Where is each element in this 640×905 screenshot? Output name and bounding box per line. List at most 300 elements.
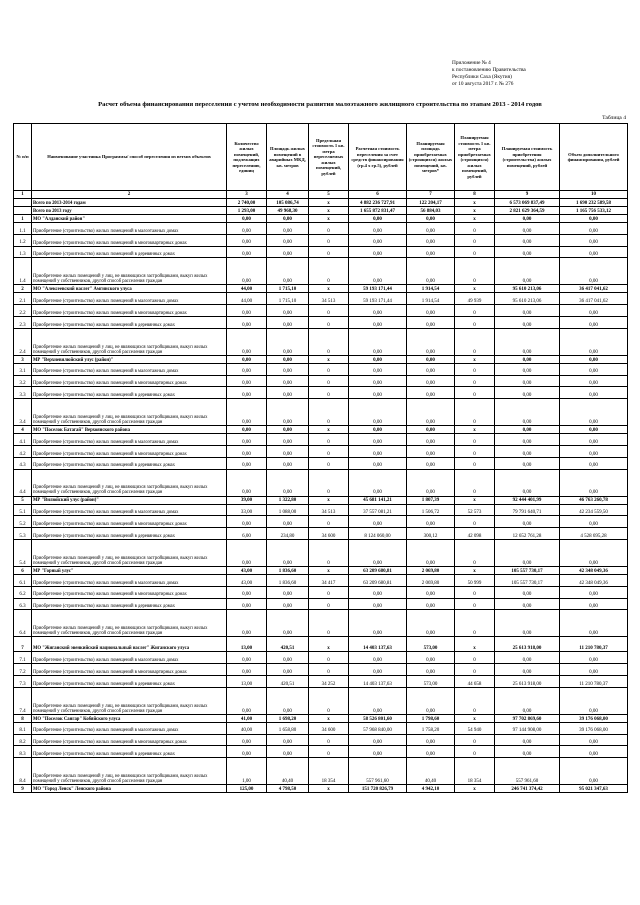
value-cell: 41,00	[227, 714, 267, 722]
value-cell: 0,00	[407, 746, 455, 758]
table-row-subtotal	[14, 496, 628, 504]
value-cell: 33,00	[227, 504, 267, 516]
value-cell: x	[309, 355, 349, 363]
value-cell: 0,00	[349, 355, 407, 363]
value-cell: 1 914,54	[407, 285, 455, 293]
value-cell: x	[455, 215, 495, 223]
value-cell: 0,00	[407, 399, 455, 426]
value-cell: 43,00	[227, 566, 267, 574]
value-cell: 0	[309, 399, 349, 426]
table-row	[14, 528, 628, 540]
value-cell: 0,00	[227, 363, 267, 375]
value-cell: 14 403 137,63	[349, 675, 407, 687]
value-cell: 0,00	[349, 434, 407, 446]
value-cell: 0,00	[227, 328, 267, 355]
appendix-line-3: Республики Саха (Якутия)	[452, 74, 512, 80]
value-cell: 0	[455, 234, 495, 246]
value-cell: 0,00	[349, 516, 407, 528]
table-row	[14, 387, 628, 399]
value-cell: 14 403 137,63	[349, 637, 407, 652]
value-cell: 0	[309, 469, 349, 496]
row-name-cell: МО "Жиганский эвенкийский национальный наслег" Жиганского улуса	[32, 637, 227, 652]
value-cell: 92 444 401,99	[495, 496, 560, 504]
value-cell: 0	[309, 316, 349, 328]
value-cell: 44,00	[227, 293, 267, 305]
row-number-cell: 6.1	[14, 574, 32, 586]
value-cell: 0,00	[407, 598, 455, 610]
table-row-subtotal	[14, 199, 628, 207]
value-cell: 557 961,60	[495, 758, 560, 785]
value-cell: 0,00	[560, 363, 628, 375]
row-number-cell: 3.3	[14, 387, 32, 399]
value-cell: 0,00	[495, 516, 560, 528]
table-row-subtotal	[14, 426, 628, 434]
value-cell: 0	[455, 586, 495, 598]
value-cell: 0,00	[349, 469, 407, 496]
value-cell: 0	[309, 652, 349, 664]
appendix-block	[452, 60, 622, 88]
document-title: Расчет объема финансирования переселения с учетом необходимости развития малоэтажного жилищного строительства по этапам 2013 - 2014 годов	[98, 101, 542, 108]
value-cell: x	[455, 426, 495, 434]
value-cell: 0,00	[407, 457, 455, 469]
value-cell: 11 210 780,37	[560, 637, 628, 652]
table-row	[14, 598, 628, 610]
value-cell: 0	[455, 399, 495, 426]
table-row	[14, 316, 628, 328]
value-cell: 0,00	[267, 664, 309, 676]
value-cell: 0	[455, 516, 495, 528]
value-cell: 0,00	[407, 586, 455, 598]
value-cell: 0	[309, 305, 349, 317]
value-cell: 234,80	[267, 528, 309, 540]
value-cell: 0,00	[227, 652, 267, 664]
value-cell: 0,00	[560, 445, 628, 457]
table-row-subtotal	[14, 215, 628, 223]
value-cell: 0,00	[495, 457, 560, 469]
table-row	[14, 305, 628, 317]
row-number-cell: 6.3	[14, 598, 32, 610]
value-cell: 1 914,54	[407, 293, 455, 305]
value-cell: 0,00	[407, 363, 455, 375]
header-cell: Предельная стоимость 1 кв. метра переселяемых жилых помещений, рублей	[309, 124, 349, 191]
value-cell: 0,00	[407, 246, 455, 258]
row-number-cell: 6	[14, 566, 32, 574]
value-cell: 34 513	[309, 504, 349, 516]
value-cell: x	[309, 566, 349, 574]
row-name-cell: Приобретение жилых помещений у лиц, не являющихся застройщиками, выкуп жилых помещений у собственников, другой способ расселения граждан	[32, 687, 227, 714]
value-cell: 49 968,30	[267, 207, 309, 215]
column-number: 2	[32, 191, 227, 199]
row-number-cell: 2.2	[14, 305, 32, 317]
value-cell: 0,00	[267, 355, 309, 363]
value-cell: 0	[455, 687, 495, 714]
value-cell: 0,00	[495, 434, 560, 446]
row-name-cell: Приобретение (строительство) жилых помещений в деревянных домах	[32, 387, 227, 399]
value-cell: 0	[455, 539, 495, 566]
row-name-cell: Приобретение (строительство) жилых помещений в малоэтажных домах	[32, 574, 227, 586]
value-cell: 0	[309, 586, 349, 598]
table-row	[14, 293, 628, 305]
value-cell: 0,00	[407, 469, 455, 496]
column-number: 4	[267, 191, 309, 199]
header-cell: Планируемая стоимость приобретения (строительства) жилых помещений, рублей	[495, 124, 560, 191]
value-cell: 0,00	[349, 375, 407, 387]
value-cell: 0,00	[407, 652, 455, 664]
value-cell: 0,00	[267, 258, 309, 285]
value-cell: 0,00	[267, 387, 309, 399]
value-cell: 0,00	[495, 305, 560, 317]
row-name-cell: МО "Алексеевский наслег" Амгинского улуса	[32, 285, 227, 293]
row-name-cell: Приобретение (строительство) жилых помещений в малоэтажных домах	[32, 293, 227, 305]
value-cell: 0,00	[560, 664, 628, 676]
value-cell: 0,00	[349, 539, 407, 566]
row-name-cell: МР "Горный улус"	[32, 566, 227, 574]
row-number-cell: 6.4	[14, 610, 32, 637]
value-cell: 40,40	[407, 758, 455, 785]
value-cell: x	[309, 714, 349, 722]
table-row	[14, 328, 628, 355]
row-number-cell: 1.2	[14, 234, 32, 246]
value-cell: 0,00	[267, 734, 309, 746]
table-row-subtotal	[14, 637, 628, 652]
value-cell: 0,00	[227, 215, 267, 223]
row-name-cell: Приобретение жилых помещений у лиц, не являющихся застройщиками, выкуп жилых помещений у собственников, другой способ расселения граждан	[32, 610, 227, 637]
appendix-line-2: к постановлению Правительства	[452, 67, 526, 73]
value-cell: 0,00	[227, 469, 267, 496]
table-row	[14, 610, 628, 637]
value-cell: x	[455, 496, 495, 504]
value-cell: 0,00	[560, 469, 628, 496]
value-cell: 0,00	[267, 215, 309, 223]
value-cell: 0,00	[407, 305, 455, 317]
value-cell: 0,00	[227, 223, 267, 235]
value-cell: x	[309, 207, 349, 215]
row-number-cell: 8.1	[14, 722, 32, 734]
value-cell: 1 758,20	[407, 722, 455, 734]
value-cell: 0,00	[495, 687, 560, 714]
row-name-cell: Приобретение (строительство) жилых помещений в многоквартирных домах	[32, 586, 227, 598]
table-row	[14, 734, 628, 746]
value-cell: 0	[455, 469, 495, 496]
row-name-cell: Приобретение жилых помещений у лиц, не являющихся застройщиками, выкуп жилых помещений у собственников, другой способ расселения граждан	[32, 258, 227, 285]
value-cell: 34 417	[309, 574, 349, 586]
value-cell: 0,00	[495, 586, 560, 598]
value-cell: 1 807,39	[407, 496, 455, 504]
value-cell: 95 610 213,06	[495, 285, 560, 293]
value-cell: 0,00	[227, 355, 267, 363]
value-cell: 105 557 730,17	[495, 566, 560, 574]
value-cell: 0	[455, 445, 495, 457]
value-cell: 0,00	[267, 223, 309, 235]
value-cell: 0,00	[560, 258, 628, 285]
row-name-cell: Приобретение жилых помещений у лиц, не являющихся застройщиками, выкуп жилых помещений у собственников, другой способ расселения граждан	[32, 758, 227, 785]
value-cell: 0,00	[349, 305, 407, 317]
value-cell: 0,00	[560, 734, 628, 746]
table-row	[14, 586, 628, 598]
value-cell: 0,00	[227, 305, 267, 317]
row-number-cell: 2.1	[14, 293, 32, 305]
value-cell: 34 600	[309, 722, 349, 734]
value-cell: 0,00	[407, 734, 455, 746]
value-cell: x	[455, 285, 495, 293]
row-name-cell: МО "Поселок Сангар" Кобяйского улуса	[32, 714, 227, 722]
value-cell: x	[455, 355, 495, 363]
value-cell: 34 513	[309, 293, 349, 305]
value-cell: 56 884,03	[407, 207, 455, 215]
value-cell: 39,00	[227, 496, 267, 504]
value-cell: 25 613 918,00	[495, 675, 560, 687]
value-cell: 0	[309, 387, 349, 399]
value-cell: 0,00	[495, 426, 560, 434]
value-cell: 0,00	[227, 457, 267, 469]
value-cell: 0	[455, 328, 495, 355]
column-number: 1	[14, 191, 32, 199]
row-number-cell: 6.2	[14, 586, 32, 598]
value-cell: 0,00	[560, 387, 628, 399]
value-cell: 0,00	[495, 734, 560, 746]
value-cell: 0,00	[267, 399, 309, 426]
table-row	[14, 445, 628, 457]
value-cell: 0,00	[407, 539, 455, 566]
value-cell: 0,00	[267, 434, 309, 446]
column-number: 9	[495, 191, 560, 199]
row-number-cell	[14, 207, 32, 215]
row-number-cell: 5.1	[14, 504, 32, 516]
value-cell: 0,00	[227, 586, 267, 598]
row-name-cell: Приобретение жилых помещений у лиц, не являющихся застройщиками, выкуп жилых помещений у собственников, другой способ расселения граждан	[32, 328, 227, 355]
row-name-cell: МО "Город Ленск" Ленского района	[32, 785, 227, 793]
header-cell: Количество жилых помещений, подлежащих переселению, единиц	[227, 124, 267, 191]
row-name-cell: Приобретение (строительство) жилых помещений в многоквартирных домах	[32, 305, 227, 317]
value-cell: 0,00	[267, 445, 309, 457]
value-cell: 58 526 801,60	[349, 714, 407, 722]
value-cell: 0,00	[267, 746, 309, 758]
value-cell: x	[309, 215, 349, 223]
value-cell: 0,00	[560, 215, 628, 223]
table-row	[14, 722, 628, 734]
table-row	[14, 375, 628, 387]
value-cell: 0	[455, 246, 495, 258]
table-row	[14, 399, 628, 426]
row-number-cell: 8.2	[14, 734, 32, 746]
value-cell: 557 961,60	[349, 758, 407, 785]
value-cell: 0	[309, 375, 349, 387]
value-cell: 11 210 780,37	[560, 675, 628, 687]
value-cell: 39 176 068,00	[560, 722, 628, 734]
value-cell: 0,00	[495, 387, 560, 399]
value-cell: 0,00	[267, 539, 309, 566]
value-cell: 0,00	[227, 598, 267, 610]
value-cell: 122 204,17	[407, 199, 455, 207]
value-cell: 1 690 232 589,58	[560, 199, 628, 207]
value-cell: 97 702 869,60	[495, 714, 560, 722]
value-cell: 0,00	[560, 305, 628, 317]
value-cell: 0,00	[495, 246, 560, 258]
value-cell: 0,00	[560, 246, 628, 258]
value-cell: x	[309, 199, 349, 207]
row-number-cell: 7.4	[14, 687, 32, 714]
row-name-cell: Приобретение (строительство) жилых помещений в деревянных домах	[32, 246, 227, 258]
value-cell: 0,00	[349, 746, 407, 758]
value-cell: 300,12	[407, 528, 455, 540]
value-cell: 0,00	[407, 215, 455, 223]
value-cell: 0,00	[227, 445, 267, 457]
value-cell: 2 821 629 364,59	[495, 207, 560, 215]
value-cell: 2 069,80	[407, 566, 455, 574]
table-row	[14, 246, 628, 258]
value-cell: 46 763 260,78	[560, 496, 628, 504]
value-cell: 0,00	[267, 305, 309, 317]
row-name-cell: Приобретение (строительство) жилых помещений в деревянных домах	[32, 316, 227, 328]
header-cell: Площадь жилых помещений в аварийных МКД, кв. метров	[267, 124, 309, 191]
value-cell: 0,00	[495, 399, 560, 426]
value-cell: 1 506,72	[407, 504, 455, 516]
row-name-cell: Приобретение (строительство) жилых помещений в многоквартирных домах	[32, 516, 227, 528]
value-cell: 0,00	[495, 363, 560, 375]
row-number-cell: 5.4	[14, 539, 32, 566]
value-cell: 0	[309, 363, 349, 375]
value-cell: 6,00	[227, 528, 267, 540]
value-cell: 0,00	[267, 363, 309, 375]
value-cell: 0	[455, 734, 495, 746]
row-name-cell: Приобретение жилых помещений у лиц, не являющихся застройщиками, выкуп жилых помещений у собственников, другой способ расселения граждан	[32, 469, 227, 496]
value-cell: 0,00	[495, 652, 560, 664]
value-cell: 0	[309, 516, 349, 528]
value-cell: 0,00	[407, 434, 455, 446]
value-cell: 0	[455, 305, 495, 317]
row-name-cell: Приобретение жилых помещений у лиц, не являющихся застройщиками, выкуп жилых помещений у собственников, другой способ расселения граждан	[32, 539, 227, 566]
row-number-cell: 2	[14, 285, 32, 293]
value-cell: x	[455, 207, 495, 215]
row-name-cell: МО "Алданский район"	[32, 215, 227, 223]
value-cell: 34 600	[309, 528, 349, 540]
value-cell: 63 209 680,81	[349, 566, 407, 574]
value-cell: 0,00	[495, 746, 560, 758]
value-cell: 4 882 236 727,91	[349, 199, 407, 207]
row-number-cell: 9	[14, 785, 32, 793]
table-row	[14, 258, 628, 285]
row-number-cell: 5.3	[14, 528, 32, 540]
value-cell: 13,00	[227, 675, 267, 687]
value-cell: 40,40	[267, 758, 309, 785]
row-name-cell: Приобретение (строительство) жилых помещений в малоэтажных домах	[32, 504, 227, 516]
value-cell: 0,00	[267, 234, 309, 246]
value-cell: 0	[309, 434, 349, 446]
value-cell: 0,00	[349, 234, 407, 246]
value-cell: 0,00	[349, 215, 407, 223]
row-name-cell: Приобретение (строительство) жилых помещений в деревянных домах	[32, 598, 227, 610]
value-cell: 0,00	[560, 234, 628, 246]
value-cell: 0,00	[407, 258, 455, 285]
value-cell: 0,00	[349, 445, 407, 457]
value-cell: 0,00	[349, 328, 407, 355]
value-cell: 0,00	[227, 434, 267, 446]
value-cell: 0,00	[495, 598, 560, 610]
value-cell: 0,00	[349, 586, 407, 598]
column-number: 10	[560, 191, 628, 199]
value-cell: 0,00	[267, 652, 309, 664]
value-cell: 1 836,60	[267, 566, 309, 574]
value-cell: 0,00	[227, 258, 267, 285]
value-cell: 0,00	[560, 539, 628, 566]
value-cell: 18 354	[309, 758, 349, 785]
row-name-cell: Приобретение (строительство) жилых помещений в деревянных домах	[32, 746, 227, 758]
value-cell: 0,00	[407, 375, 455, 387]
value-cell: 42 348 049,36	[560, 566, 628, 574]
header-cell: Расчетная стоимость переселения за счет средств финансирования (гр.4 х гр.5), рублей	[349, 124, 407, 191]
value-cell: 0	[455, 363, 495, 375]
value-cell: 0,00	[407, 387, 455, 399]
value-cell: 0,00	[227, 375, 267, 387]
value-cell: 0,00	[495, 258, 560, 285]
value-cell: 39 176 068,00	[560, 714, 628, 722]
row-number-cell: 3	[14, 355, 32, 363]
value-cell: 0,00	[227, 234, 267, 246]
value-cell: 0,00	[227, 746, 267, 758]
value-cell: 0	[455, 746, 495, 758]
value-cell: 0,00	[227, 610, 267, 637]
value-cell: 4 798,50	[267, 785, 309, 793]
row-number-cell: 8.4	[14, 758, 32, 785]
value-cell: 0	[309, 539, 349, 566]
value-cell: 0,00	[407, 426, 455, 434]
row-name-cell: Приобретение (строительство) жилых помещений в деревянных домах	[32, 675, 227, 687]
row-number-cell: 7.3	[14, 675, 32, 687]
value-cell: 573,00	[407, 675, 455, 687]
appendix-line-1: Приложение № 4	[452, 60, 491, 66]
value-cell: 0	[309, 746, 349, 758]
row-name-cell: Приобретение жилых помещений у лиц, не являющихся застройщиками, выкуп жилых помещений у собственников, другой способ расселения граждан	[32, 399, 227, 426]
row-name-cell: Приобретение (строительство) жилых помещений в деревянных домах	[32, 528, 227, 540]
row-name-cell: МР "Вилюйский улус (район)"	[32, 496, 227, 504]
value-cell: 0	[309, 258, 349, 285]
table-row-subtotal	[14, 785, 628, 793]
value-cell: 573,00	[407, 637, 455, 652]
value-cell: 0,00	[560, 223, 628, 235]
row-name-cell: Приобретение (строительство) жилых помещений в малоэтажных домах	[32, 434, 227, 446]
value-cell: 44,00	[227, 285, 267, 293]
table-row-subtotal	[14, 285, 628, 293]
value-cell: 0	[309, 598, 349, 610]
value-cell: 95 610 213,06	[495, 293, 560, 305]
value-cell: 125,00	[227, 785, 267, 793]
value-cell: 0,00	[349, 387, 407, 399]
value-cell: 0,00	[560, 610, 628, 637]
value-cell: 40,00	[227, 722, 267, 734]
table-row	[14, 539, 628, 566]
value-cell: 43,00	[227, 574, 267, 586]
value-cell: 0,00	[560, 375, 628, 387]
value-cell: 0,00	[495, 664, 560, 676]
header-cell: Планируемая стоимость 1 кв. метра приобретаемых (строящихся) жилых помещений, рублей	[455, 124, 495, 191]
value-cell: 0,00	[495, 610, 560, 637]
value-cell: 52 573	[455, 504, 495, 516]
row-number-cell: 3.1	[14, 363, 32, 375]
value-cell: 0,00	[495, 445, 560, 457]
table-row	[14, 652, 628, 664]
value-cell: 0,00	[227, 687, 267, 714]
row-number-cell	[14, 199, 32, 207]
table-row	[14, 223, 628, 235]
value-cell: x	[455, 637, 495, 652]
value-cell: 0,00	[349, 258, 407, 285]
value-cell: 34 252	[309, 675, 349, 687]
value-cell: 4 528 695,28	[560, 528, 628, 540]
value-cell: 0	[455, 223, 495, 235]
row-number-cell: 1	[14, 215, 32, 223]
value-cell: 0	[455, 598, 495, 610]
column-number: 3	[227, 191, 267, 199]
